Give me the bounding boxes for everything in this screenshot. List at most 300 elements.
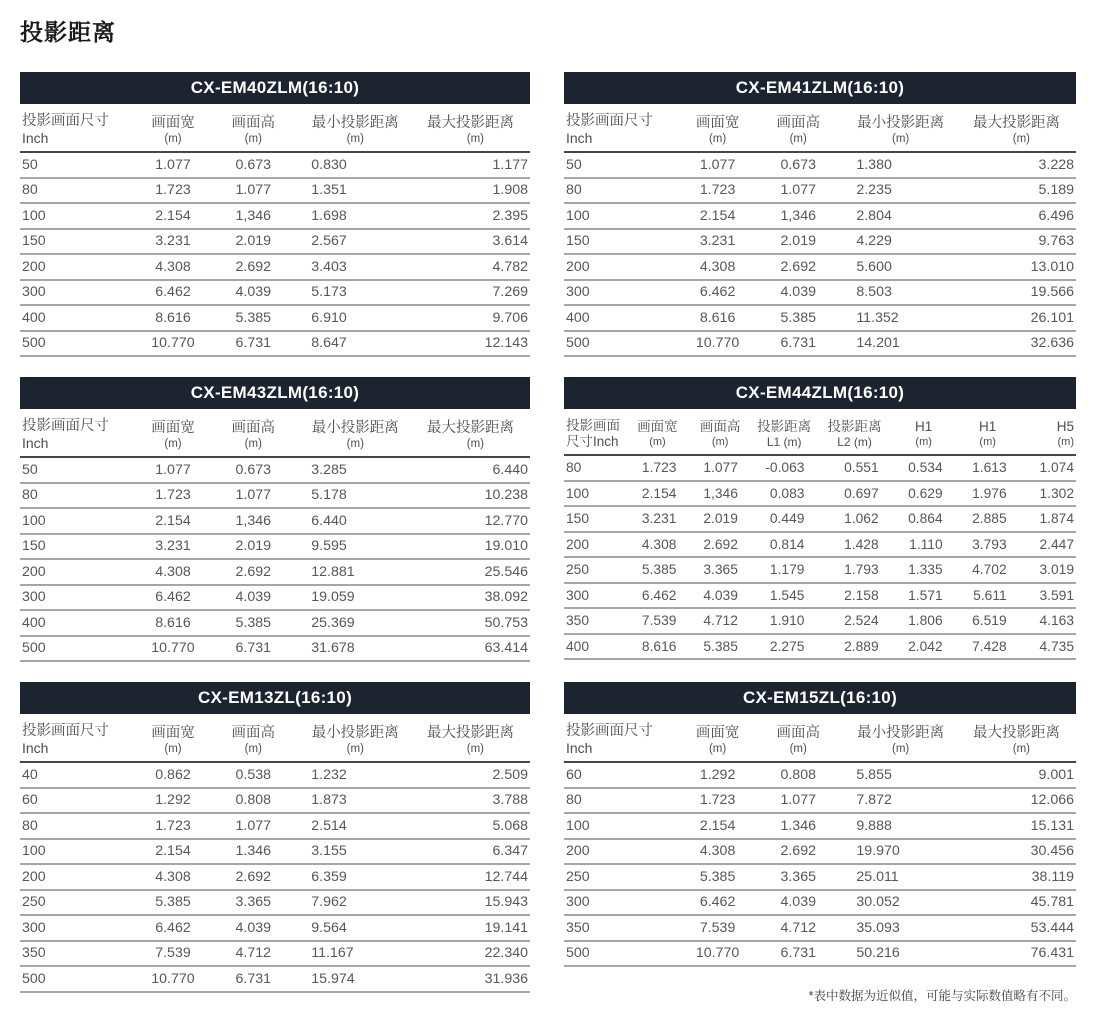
- table-cx-em43zlm: [20, 377, 530, 662]
- column-unit: (m): [466, 438, 484, 450]
- cell-value: 8.616: [674, 305, 761, 331]
- cell-value: 7.962: [290, 890, 420, 916]
- cell-value: 6.359: [290, 864, 420, 890]
- table-row: [20, 534, 530, 560]
- table-row: [20, 966, 530, 992]
- column-unit: (m): [711, 436, 729, 448]
- column-header: [20, 409, 130, 457]
- cell-value: 6.519: [956, 608, 1020, 634]
- cell-value: 4.229: [835, 229, 966, 255]
- cell-value: 1.351: [290, 178, 420, 204]
- cell-value: 10.238: [420, 483, 530, 509]
- column-unit: (m): [789, 133, 807, 145]
- projection-distance-table: [564, 104, 1076, 357]
- column-unit: (m): [891, 743, 910, 755]
- cell-size-inch: 300: [564, 890, 674, 916]
- cell-value: 1.077: [689, 455, 750, 481]
- table-cx-em13zl: [20, 682, 530, 993]
- cell-size-inch: 150: [564, 229, 674, 255]
- column-header: [892, 409, 956, 455]
- table-row: [564, 229, 1076, 255]
- cell-value: 0.551: [817, 455, 891, 481]
- cell-value: 1.232: [290, 762, 420, 788]
- cell-size-inch: 200: [564, 839, 674, 865]
- cell-size-inch: 500: [20, 966, 130, 992]
- cell-value: 22.340: [420, 941, 530, 967]
- cell-size-inch: 60: [20, 788, 130, 814]
- column-unit: (m): [891, 133, 910, 145]
- cell-size-inch: 100: [20, 508, 130, 534]
- cell-value: 3.614: [420, 229, 530, 255]
- cell-value: 9.763: [966, 229, 1076, 255]
- cell-value: 4.039: [216, 915, 290, 941]
- cell-size-inch: 200: [20, 559, 130, 585]
- column-label: 最大投影距离: [427, 115, 514, 131]
- cell-value: 0.449: [751, 506, 818, 532]
- column-header: [20, 104, 130, 152]
- cell-value: 4.039: [761, 890, 835, 916]
- cell-value: 8.616: [130, 305, 217, 331]
- cell-value: 4.308: [674, 254, 761, 280]
- cell-value: 5.385: [689, 634, 750, 660]
- table-row: [20, 305, 530, 331]
- cell-value: 1.077: [674, 152, 761, 178]
- column-header: [420, 409, 530, 457]
- cell-value: 4.712: [216, 941, 290, 967]
- header-row: [564, 714, 1076, 762]
- cell-value: 3.365: [216, 890, 290, 916]
- cell-value: 11.352: [835, 305, 966, 331]
- table-row: [564, 203, 1076, 229]
- cell-value: 10.770: [674, 941, 761, 967]
- column-unit: (m): [466, 133, 484, 145]
- cell-value: 3.231: [674, 229, 761, 255]
- cell-value: 38.119: [966, 864, 1076, 890]
- cell-size-inch: 50: [564, 152, 674, 178]
- table-cx-em44zlm: [564, 377, 1076, 660]
- cell-value: 4.308: [674, 839, 761, 865]
- column-header: [761, 714, 835, 762]
- cell-value: 0.083: [751, 481, 818, 507]
- cell-value: 4.039: [689, 583, 750, 609]
- cell-size-inch: 300: [564, 280, 674, 306]
- cell-value: 53.444: [966, 915, 1076, 941]
- cell-value: 3.403: [290, 254, 420, 280]
- cell-value: 3.019: [1020, 557, 1076, 583]
- cell-value: 8.616: [625, 634, 689, 660]
- cell-value: 1.723: [674, 178, 761, 204]
- cell-value: 0.673: [761, 152, 835, 178]
- cell-value: 2.019: [689, 506, 750, 532]
- column-header: [761, 104, 835, 152]
- table-row: [20, 254, 530, 280]
- cell-value: 3.155: [290, 839, 420, 865]
- cell-value: 5.068: [420, 813, 530, 839]
- projection-distance-table: [564, 409, 1076, 660]
- column-label: 画面高: [231, 115, 276, 131]
- cell-value: 1.346: [761, 813, 835, 839]
- cell-value: 4.039: [761, 280, 835, 306]
- cell-value: 2.235: [835, 178, 966, 204]
- cell-value: 0.673: [216, 152, 290, 178]
- header-row: [20, 104, 530, 152]
- cell-value: 1.723: [674, 788, 761, 814]
- cell-value: 0.629: [892, 481, 956, 507]
- cell-value: 2.804: [835, 203, 966, 229]
- table-row: [20, 229, 530, 255]
- cell-size-inch: 400: [20, 305, 130, 331]
- column-unit: (m): [164, 438, 182, 450]
- column-label: 最大投影距离: [973, 725, 1060, 741]
- cell-value: 50.753: [420, 610, 530, 636]
- table-row: [20, 331, 530, 357]
- table-row: [20, 813, 530, 839]
- cell-value: 6.731: [216, 636, 290, 662]
- table-row: [564, 305, 1076, 331]
- cell-value: 7.539: [674, 915, 761, 941]
- column-header: [290, 104, 420, 152]
- cell-value: 1,346: [216, 203, 290, 229]
- table-row: [564, 455, 1076, 481]
- column-header: [674, 714, 761, 762]
- cell-value: 1.380: [835, 152, 966, 178]
- cell-value: 76.431: [966, 941, 1076, 967]
- column-unit: Inch: [566, 740, 593, 756]
- cell-value: 1.077: [216, 483, 290, 509]
- cell-size-inch: 350: [20, 941, 130, 967]
- cell-value: 5.189: [966, 178, 1076, 204]
- column-label: 画面宽: [637, 419, 678, 434]
- cell-size-inch: 400: [564, 634, 625, 660]
- cell-size-inch: 100: [564, 813, 674, 839]
- cell-value: 19.010: [420, 534, 530, 560]
- cell-value: 1.873: [290, 788, 420, 814]
- cell-value: 2.275: [751, 634, 818, 660]
- column-header: [1020, 409, 1076, 455]
- cell-value: 1.292: [130, 788, 217, 814]
- cell-value: 2.154: [674, 203, 761, 229]
- table-row: [20, 152, 530, 178]
- column-header: [130, 409, 217, 457]
- table-row: [564, 152, 1076, 178]
- column-label: 投影画面尺寸: [22, 418, 109, 434]
- column-label: 投影画面尺寸: [566, 113, 653, 129]
- cell-value: 8.616: [130, 610, 217, 636]
- cell-value: 32.636: [966, 331, 1076, 357]
- cell-value: 1.346: [216, 839, 290, 865]
- cell-value: 0.862: [130, 762, 217, 788]
- cell-value: 2.692: [761, 254, 835, 280]
- cell-value: 30.052: [835, 890, 966, 916]
- cell-value: 4.308: [130, 559, 217, 585]
- column-unit: (m): [708, 743, 727, 755]
- cell-value: 2.019: [216, 229, 290, 255]
- cell-value: 10.770: [130, 966, 217, 992]
- column-header: [564, 714, 674, 762]
- column-header: [564, 409, 625, 455]
- cell-value: 6.731: [216, 966, 290, 992]
- column-unit: (m): [649, 436, 666, 448]
- column-label: 画面高: [776, 725, 820, 741]
- column-unit: (m): [244, 438, 262, 450]
- cell-size-inch: 100: [20, 203, 130, 229]
- cell-value: 12.066: [966, 788, 1076, 814]
- cell-value: 30.456: [966, 839, 1076, 865]
- cell-value: 1.545: [751, 583, 818, 609]
- cell-value: 1,346: [761, 203, 835, 229]
- cell-value: 1.179: [751, 557, 818, 583]
- column-label: 画面高: [776, 115, 820, 131]
- cell-size-inch: 250: [564, 557, 625, 583]
- cell-value: 4.039: [216, 585, 290, 611]
- header-row: [20, 714, 530, 762]
- table-row: [564, 481, 1076, 507]
- table-row: [564, 788, 1076, 814]
- header-row: [564, 104, 1076, 152]
- table-title-bar: CX-EM43ZLM(16:10): [20, 377, 530, 409]
- column-label: 投影距离: [757, 419, 812, 434]
- cell-value: 4.712: [761, 915, 835, 941]
- projection-distance-table: [20, 104, 530, 357]
- table-row: [20, 178, 530, 204]
- table-row: [20, 788, 530, 814]
- cell-value: 3.228: [966, 152, 1076, 178]
- cell-value: 2.567: [290, 229, 420, 255]
- cell-value: 0.864: [892, 506, 956, 532]
- cell-value: 19.141: [420, 915, 530, 941]
- cell-size-inch: 300: [20, 915, 130, 941]
- cell-size-inch: 250: [564, 864, 674, 890]
- column-label: 最大投影距离: [973, 115, 1060, 131]
- column-label: 投影画面尺寸: [566, 723, 653, 739]
- cell-size-inch: 80: [564, 178, 674, 204]
- cell-value: 4.735: [1020, 634, 1076, 660]
- cell-value: 9.595: [290, 534, 420, 560]
- cell-size-inch: 150: [564, 506, 625, 532]
- cell-value: 31.936: [420, 966, 530, 992]
- cell-value: 1.292: [674, 762, 761, 788]
- cell-value: 2.154: [674, 813, 761, 839]
- cell-value: 8.647: [290, 331, 420, 357]
- table-row: [564, 583, 1076, 609]
- cell-value: 25.546: [420, 559, 530, 585]
- cell-value: 35.093: [835, 915, 966, 941]
- cell-value: 3.285: [290, 457, 420, 483]
- column-header: [835, 714, 966, 762]
- cell-size-inch: 400: [564, 305, 674, 331]
- cell-value: 2.885: [956, 506, 1020, 532]
- column-header: [966, 714, 1076, 762]
- cell-value: 6.440: [420, 457, 530, 483]
- column-unit: (m): [244, 133, 262, 145]
- cell-size-inch: 100: [20, 839, 130, 865]
- cell-value: 31.678: [290, 636, 420, 662]
- cell-value: 6.462: [130, 585, 217, 611]
- cell-value: 6.462: [625, 583, 689, 609]
- cell-value: 2.154: [130, 508, 217, 534]
- table-cx-em40zlm: [20, 72, 530, 357]
- column-header: [420, 714, 530, 762]
- column-header: [130, 714, 217, 762]
- cell-value: 1.793: [817, 557, 891, 583]
- cell-value: 2.158: [817, 583, 891, 609]
- cell-value: 3.231: [130, 534, 217, 560]
- cell-value: 5.385: [761, 305, 835, 331]
- column-label: 画面宽: [151, 725, 195, 741]
- cell-value: 1.910: [751, 608, 818, 634]
- cell-value: 15.974: [290, 966, 420, 992]
- cell-value: 4.308: [130, 864, 217, 890]
- column-label: 画面宽: [151, 115, 195, 131]
- cell-size-inch: 300: [20, 585, 130, 611]
- table-row: [564, 254, 1076, 280]
- cell-value: 4.308: [130, 254, 217, 280]
- cell-value: 1.723: [130, 813, 217, 839]
- cell-value: 2.692: [216, 559, 290, 585]
- cell-value: 19.059: [290, 585, 420, 611]
- cell-value: 1.874: [1020, 506, 1076, 532]
- cell-value: 2.447: [1020, 532, 1076, 558]
- column-label: H1: [915, 419, 933, 434]
- cell-value: 13.010: [966, 254, 1076, 280]
- cell-value: 0.830: [290, 152, 420, 178]
- column-label: 投影距离: [827, 419, 882, 434]
- cell-value: 2.692: [216, 864, 290, 890]
- cell-value: 3.591: [1020, 583, 1076, 609]
- cell-value: 6.731: [761, 941, 835, 967]
- cell-value: 3.231: [625, 506, 689, 532]
- table-title-bar: CX-EM41ZLM(16:10): [564, 72, 1076, 104]
- column-unit: (m): [164, 133, 182, 145]
- cell-value: 4.712: [689, 608, 750, 634]
- cell-size-inch: 500: [564, 941, 674, 967]
- column-unit: L2 (m): [837, 435, 872, 449]
- cell-size-inch: 500: [20, 636, 130, 662]
- column-header: [956, 409, 1020, 455]
- cell-value: 10.770: [130, 331, 217, 357]
- cell-value: 63.414: [420, 636, 530, 662]
- column-label: 画面高: [699, 419, 741, 434]
- cell-size-inch: 80: [20, 813, 130, 839]
- column-header: [216, 104, 290, 152]
- column-header: [290, 409, 420, 457]
- cell-value: 3.365: [689, 557, 750, 583]
- table-row: [564, 331, 1076, 357]
- table-row: [20, 610, 530, 636]
- column-unit: Inch: [22, 435, 49, 451]
- table-row: [564, 178, 1076, 204]
- table-row: [20, 890, 530, 916]
- cell-value: 6.731: [761, 331, 835, 357]
- cell-value: -0.063: [751, 455, 818, 481]
- cell-value: 2.154: [130, 203, 217, 229]
- cell-value: 2.019: [216, 534, 290, 560]
- cell-value: 1.571: [892, 583, 956, 609]
- page-title: 投影距离: [20, 19, 116, 45]
- cell-value: 50.216: [835, 941, 966, 967]
- column-label: 最小投影距离: [311, 115, 399, 131]
- table-row: [20, 559, 530, 585]
- column-label: 最小投影距离: [857, 115, 945, 131]
- table-row: [20, 508, 530, 534]
- cell-size-inch: 100: [564, 481, 625, 507]
- cell-size-inch: 80: [20, 178, 130, 204]
- cell-value: 38.092: [420, 585, 530, 611]
- cell-value: 10.770: [674, 331, 761, 357]
- cell-value: 2.395: [420, 203, 530, 229]
- column-unit: (m): [346, 743, 364, 755]
- cell-value: 4.782: [420, 254, 530, 280]
- column-label: 最大投影距离: [427, 420, 514, 436]
- cell-value: 1.613: [956, 455, 1020, 481]
- cell-value: 2.692: [216, 254, 290, 280]
- cell-value: 1.077: [130, 152, 217, 178]
- cell-size-inch: 200: [564, 254, 674, 280]
- cell-value: 0.697: [817, 481, 891, 507]
- cell-value: 1.723: [625, 455, 689, 481]
- cell-value: 0.808: [761, 762, 835, 788]
- cell-value: 1.976: [956, 481, 1020, 507]
- cell-value: 5.600: [835, 254, 966, 280]
- column-header: [564, 104, 674, 152]
- cell-value: 5.385: [216, 610, 290, 636]
- column-unit: (m): [789, 743, 807, 755]
- column-header: [689, 409, 750, 455]
- cell-value: 1.428: [817, 532, 891, 558]
- column-label: 最小投影距离: [857, 725, 945, 741]
- table-row: [20, 280, 530, 306]
- column-unit: (m): [164, 743, 182, 755]
- table-row: [20, 585, 530, 611]
- column-label: 画面高: [231, 420, 276, 436]
- column-header: [290, 714, 420, 762]
- column-label: 最大投影距离: [427, 725, 514, 741]
- header-row: [20, 409, 530, 457]
- table-row: [564, 839, 1076, 865]
- cell-value: 15.943: [420, 890, 530, 916]
- column-header: [20, 714, 130, 762]
- column-unit: (m): [346, 133, 364, 145]
- cell-value: 2.889: [817, 634, 891, 660]
- cell-size-inch: 350: [564, 608, 625, 634]
- column-unit: (m): [708, 133, 727, 145]
- table-title-bar: CX-EM40ZLM(16:10): [20, 72, 530, 104]
- column-unit: (m): [244, 743, 262, 755]
- table-row: [20, 864, 530, 890]
- column-header: [751, 409, 818, 455]
- column-unit: (m): [1012, 133, 1030, 145]
- cell-value: 1.077: [216, 178, 290, 204]
- column-header: [216, 409, 290, 457]
- column-label: 投影画面: [566, 418, 620, 433]
- cell-value: 2.692: [761, 839, 835, 865]
- cell-value: 1.806: [892, 608, 956, 634]
- column-unit: L1 (m): [766, 435, 802, 449]
- cell-value: 0.673: [216, 457, 290, 483]
- table-row: [564, 532, 1076, 558]
- cell-size-inch: 250: [20, 890, 130, 916]
- cell-value: 3.788: [420, 788, 530, 814]
- column-label: 投影画面尺寸: [22, 723, 109, 739]
- cell-value: 4.308: [625, 532, 689, 558]
- cell-value: 6.496: [966, 203, 1076, 229]
- cell-size-inch: 200: [20, 254, 130, 280]
- table-row: [564, 280, 1076, 306]
- cell-size-inch: 350: [564, 915, 674, 941]
- cell-value: 25.011: [835, 864, 966, 890]
- column-header: [674, 104, 761, 152]
- cell-size-inch: 500: [564, 331, 674, 357]
